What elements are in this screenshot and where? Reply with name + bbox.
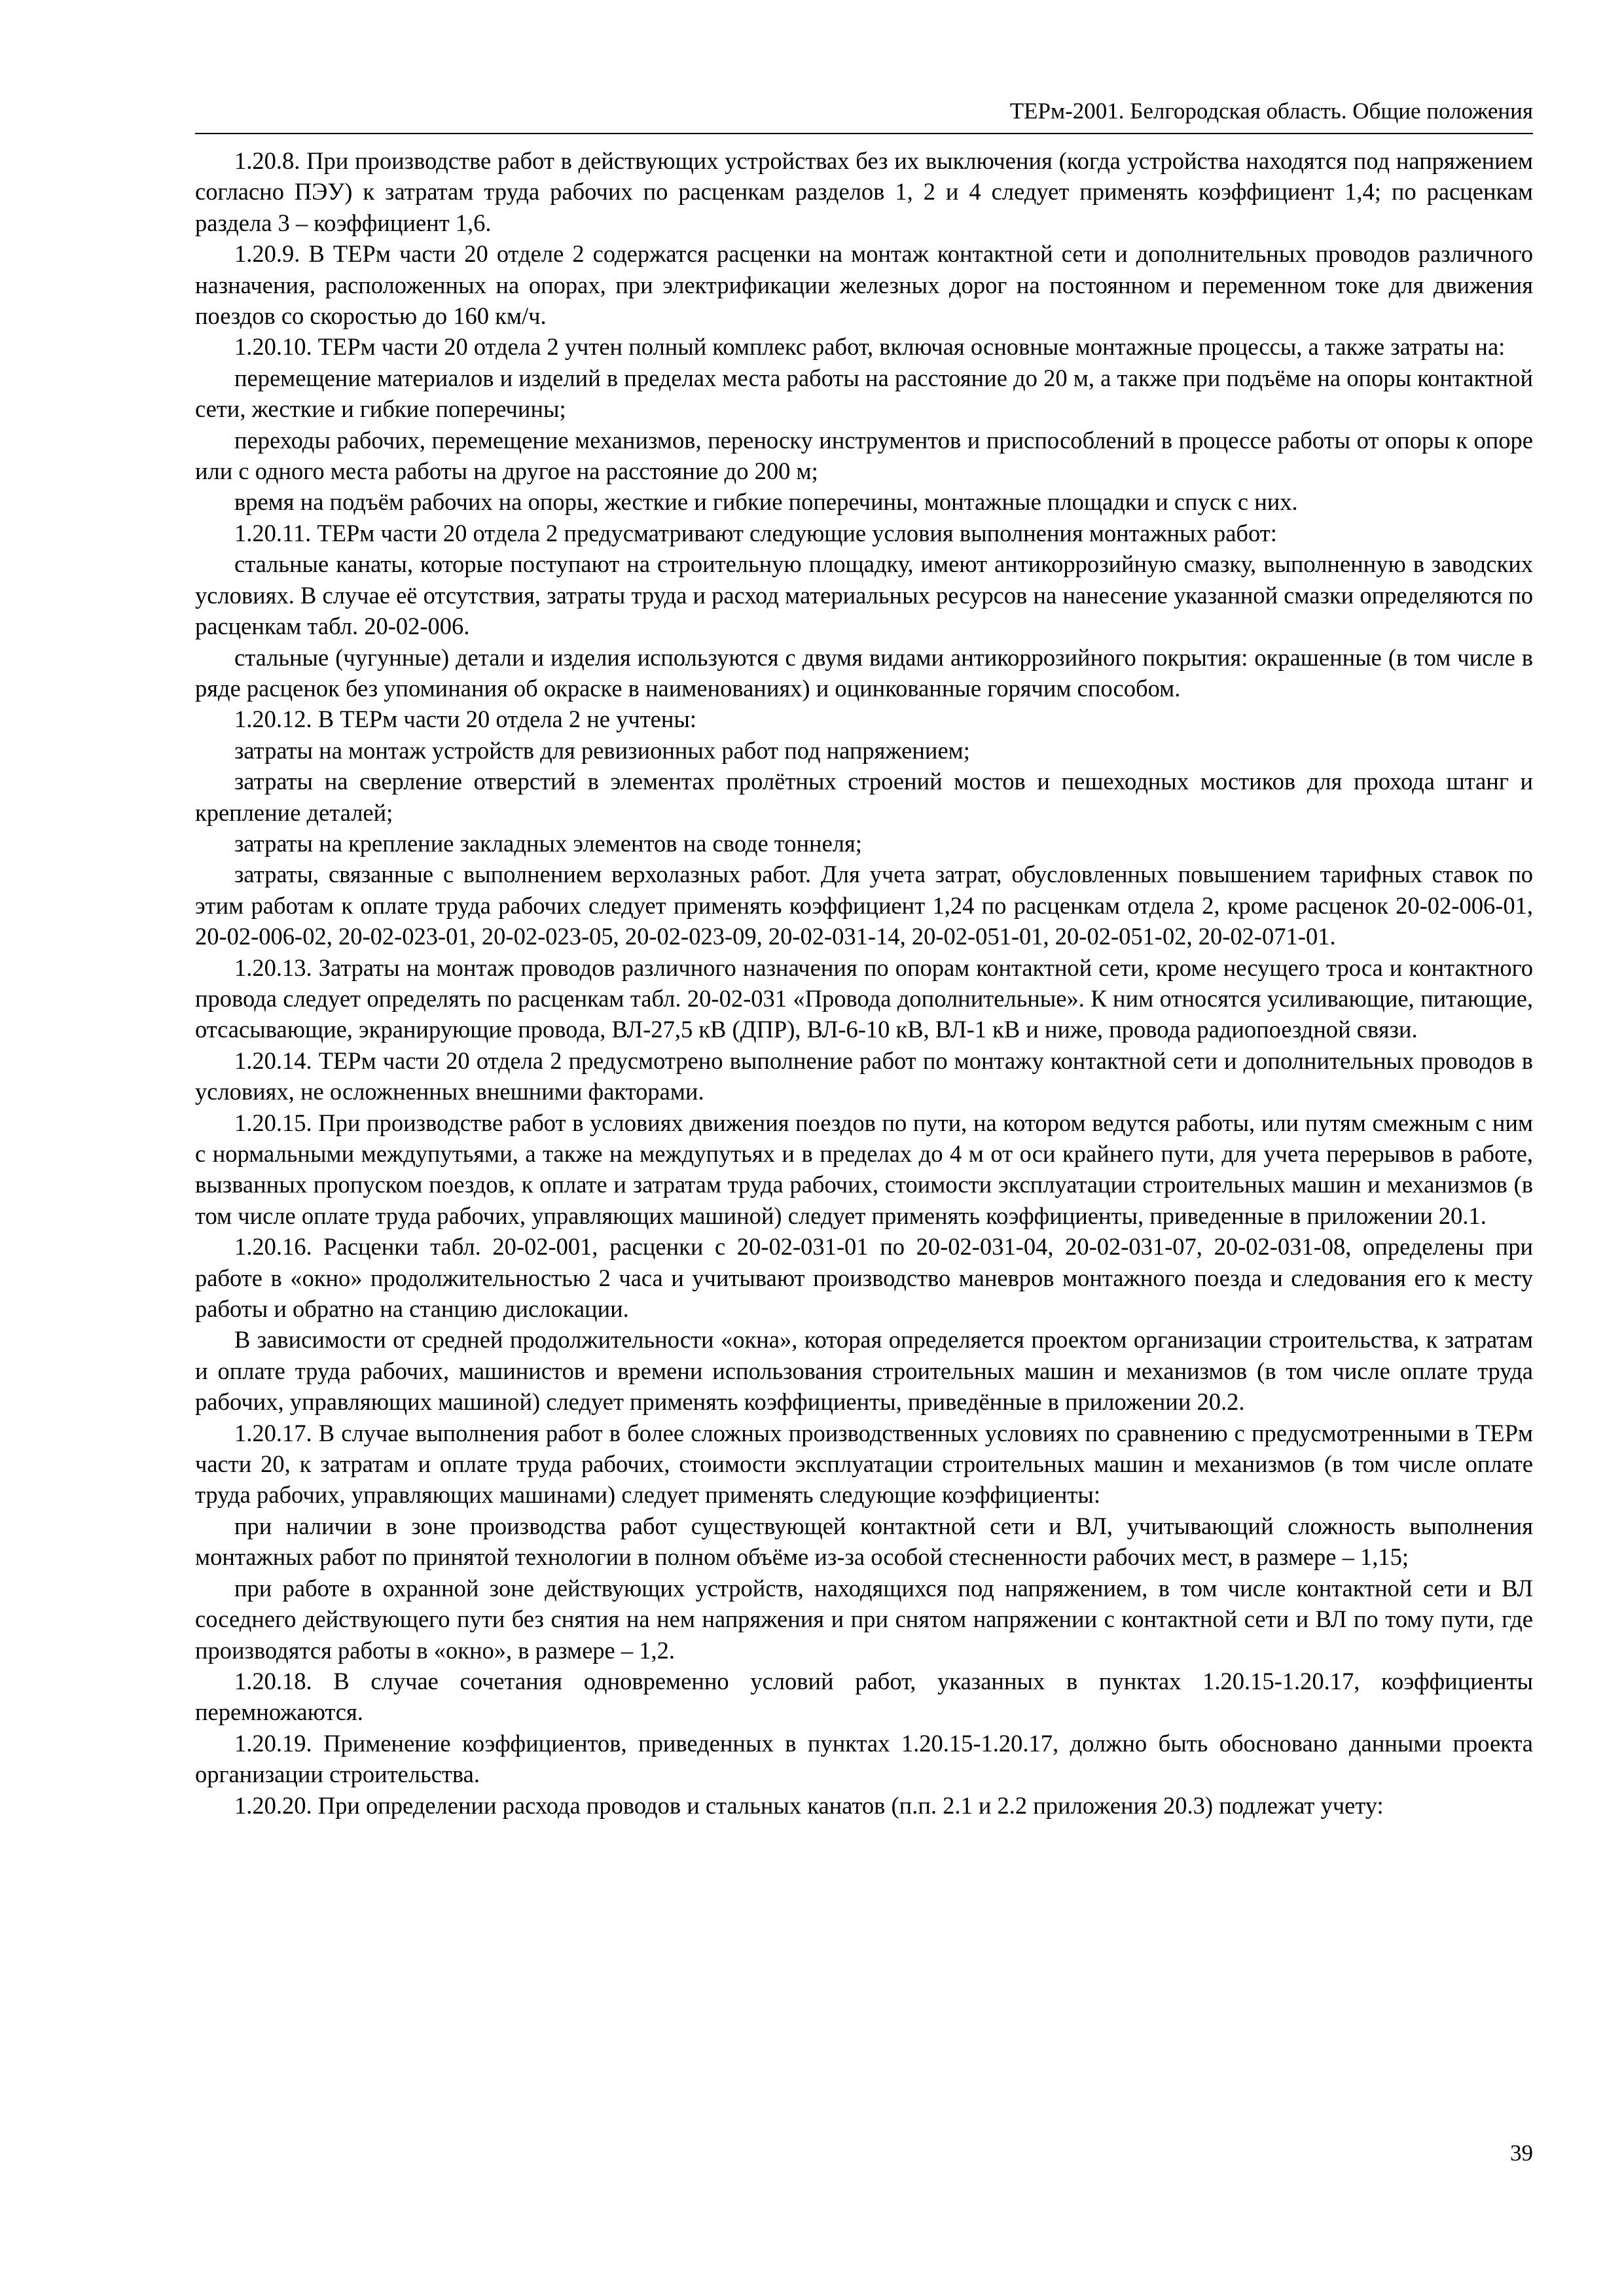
paragraph-1-20-10: 1.20.10. ТЕРм части 20 отдела 2 учтен полный комплекс работ, включая основные монтажные процессы, а также затраты на: [234,333,1506,361]
paragraph-1-20-13: 1.20.13. Затраты на монтаж проводов различного назначения по опорам контактной сети, кроме несущего троса и контактного провода следует определять по расценкам табл. 20-02-031 «Провода дополнительные». К ним относятся усиливающие, питающие, отсасывающие, экранирующие провода, ВЛ-27,5 кВ (ДПР), ВЛ-6-10 кВ, ВЛ-1 кВ и ниже, провода радиопоездной связи. [195,954,1533,1043]
document-body [195,145,1533,1821]
running-header: ТЕРм-2001. Белгородская область. Общие положения [1009,98,1533,124]
paragraph-1-20-17: 1.20.17. В случае выполнения работ в более сложных производственных условиях по сравнению с предусмотренными в ТЕРм части 20, к затратам и оплате труда рабочих, стоимости эксплуатации строительных машин и механизмов (в том числе оплате труда рабочих, управляющих машинами) следует применять следующие коэффициенты: [195,1419,1533,1509]
list-item: время на подъём рабочих на опоры, жесткие и гибкие поперечины, монтажные площадки и спуск с них. [234,488,1298,516]
paragraph-1-20-14: 1.20.14. ТЕРм части 20 отдела 2 предусмотрено выполнение работ по монтажу контактной сети и дополнительных проводов в условиях, не осложненных внешними факторами. [195,1047,1533,1105]
paragraph-1-20-9: 1.20.9. В ТЕРм части 20 отделе 2 содержатся расценки на монтаж контактной сети и дополнительных проводов различного назначения, расположенных на опорах, при электрификации железных дорог на постоянном и переменном токе для движения поездов со скоростью до 160 км/ч. [195,240,1533,330]
list-item: затраты на монтаж устройств для ревизионных работ под напряжением; [234,736,970,764]
paragraph-1-20-20: 1.20.20. При определении расхода проводов и стальных канатов (п.п. 2.1 и 2.2 приложения 20.3) подлежат учету: [234,1791,1384,1819]
list-item: затраты, связанные с выполнением верхолазных работ. Для учета затрат, обусловленных повышением тарифных ставок по этим работам к оплате труда рабочих следует применять коэффициент 1,24 по расценкам отдела 2, кроме расценок 20-02-006-01, 20-02-006-02, 20-02-023-01, 20-02-023-05, 20-02-023-09, 20-02-031-14, 20-02-051-01, 20-02-051-02, 20-02-071-01. [195,861,1533,950]
list-item: стальные (чугунные) детали и изделия используются с двумя видами антикоррозийного покрытия: окрашенные (в том числе в ряде расценок без упоминания об окраске в наименованиях) и оцинкованные горячим способом. [195,643,1533,702]
paragraph-1-20-19: 1.20.19. Применение коэффициентов, приведенных в пунктах 1.20.15-1.20.17, должно быть обосновано данными проекта организации строительства. [195,1729,1533,1788]
list-item: переходы рабочих, перемещение механизмов, переноску инструментов и приспособлений в процессе работы от опоры к опоре или с одного места работы на другое на расстояние до 200 м; [195,426,1533,485]
header-divider [195,133,1533,134]
list-item: при работе в охранной зоне действующих устройств, находящихся под напряжением, в том числе контактной сети и ВЛ соседнего действующего пути без снятия на нем напряжения и при снятом напряжении с контактной сети и ВЛ по тому пути, где производятся работы в «окно», в размере – 1,2. [195,1574,1533,1664]
paragraph-1-20-11: 1.20.11. ТЕРм части 20 отдела 2 предусматривают следующие условия выполнения монтажных работ: [234,519,1277,547]
paragraph-1-20-12: 1.20.12. В ТЕРм части 20 отдела 2 не учтены: [234,706,697,733]
list-item: затраты на сверление отверстий в элементах пролётных строений мостов и пешеходных мостиков для прохода штанг и крепление деталей; [195,768,1533,826]
paragraph-1-20-8: 1.20.8. При производстве работ в действующих устройствах без их выключения (когда устройства находятся под напряжением согласно ПЭУ) к затратам труда рабочих по расценкам разделов 1, 2 и 4 следует применять коэффициент 1,4; по расценкам раздела 3 – коэффициент 1,6. [195,147,1533,236]
list-item: затраты на крепление закладных элементов на своде тоннеля; [234,829,862,857]
paragraph-1-20-16: 1.20.16. Расценки табл. 20-02-001, расценки с 20-02-031-01 по 20-02-031-04, 20-02-031-07, 20-02-031-08, определены при работе в «окно» продолжительностью 2 часа и учитывают производство маневров монтажного поезда и следования его к месту работы и обратно на станцию дислокации. [195,1233,1533,1323]
paragraph-1-20-15: 1.20.15. При производстве работ в условиях движения поездов по пути, на котором ведутся работы, или путям смежным с ним с нормальными междупутьями, а также на междупутьях и в пределах до 4 м от оси крайнего пути, для учета перерывов в работе, вызванных пропуском поездов, к оплате и затратам труда рабочих, стоимости эксплуатации строительных машин и механизмов (в том числе оплате труда рабочих, управляющих машиной) следует применять коэффициенты, приведенные в приложении 20.1. [195,1109,1533,1229]
list-item: стальные канаты, которые поступают на строительную площадку, имеют антикоррозийную смазку, выполненную в заводских условиях. В случае её отсутствия, затраты труда и расход материальных ресурсов на нанесение указанной смазки определяются по расценкам табл. 20-02-006. [195,550,1533,640]
list-item: перемещение материалов и изделий в пределах места работы на расстояние до 20 м, а также при подъёме на опоры контактной сети, жесткие и гибкие поперечины; [195,364,1533,423]
paragraph-1-20-18: 1.20.18. В случае сочетания одновременно условий работ, указанных в пунктах 1.20.15-1.20.17, коэффициенты перемножаются. [195,1667,1533,1726]
page-number: 39 [1510,2140,1533,2166]
paragraph-window-duration: В зависимости от средней продолжительности «окна», которая определяется проектом организации строительства, к затратам и оплате труда рабочих, машинистов и времени использования строительных машин и механизмов (в том числе оплате труда рабочих, управляющих машиной) следует применять коэффициенты, приведённые в приложении 20.2. [195,1326,1533,1416]
list-item: при наличии в зоне производства работ существующей контактной сети и ВЛ, учитывающий сложность выполнения монтажных работ по принятой технологии в полном объёме из-за особой стесненности рабочих мест, в размере – 1,15; [195,1512,1533,1571]
